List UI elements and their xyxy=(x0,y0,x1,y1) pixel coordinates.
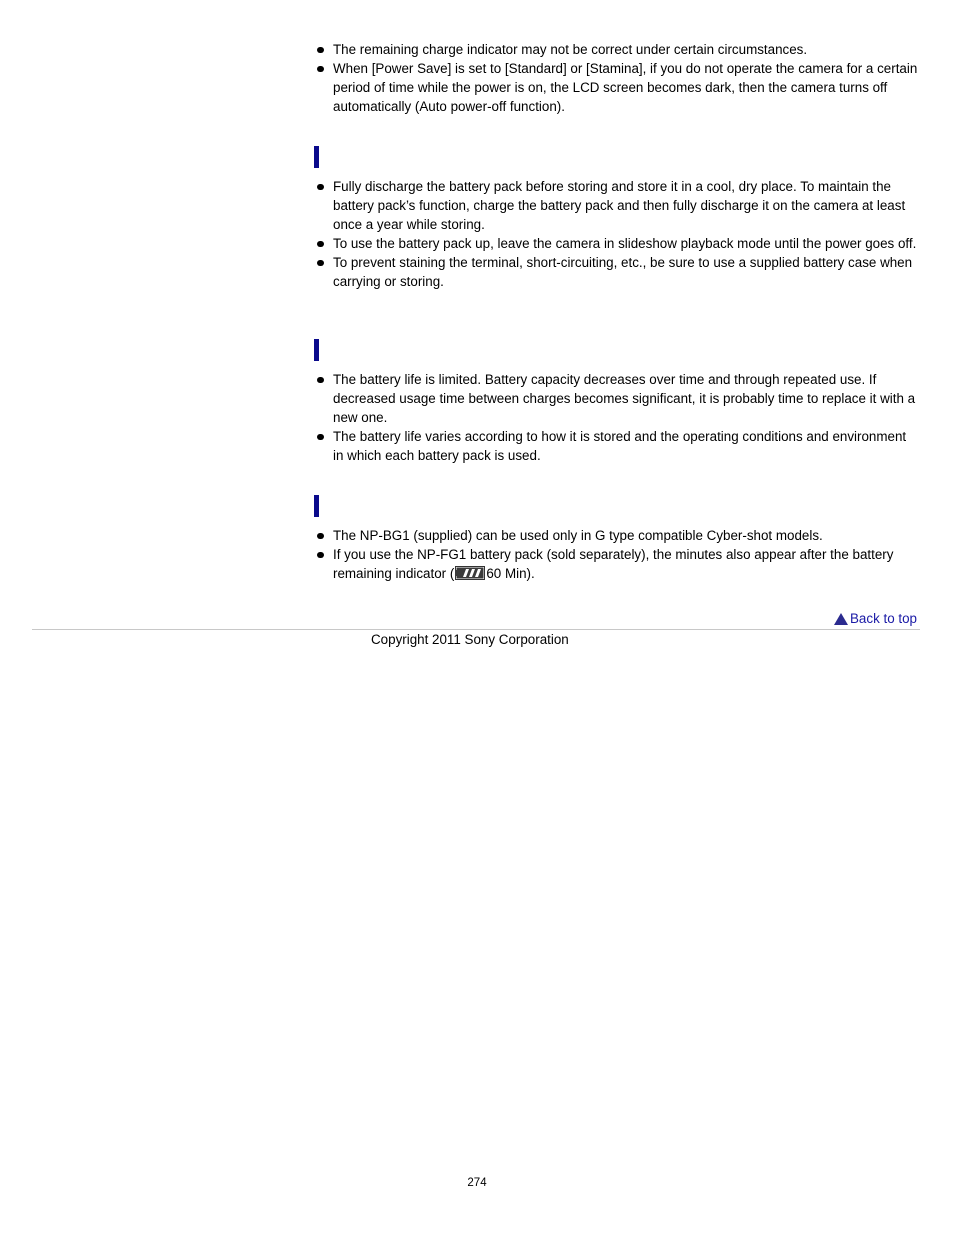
list-item: Fully discharge the battery pack before storing and store it in a cool, dry place. To maintain the battery pack’s function, charge the battery pack and then fully discharge it on the camera at least once a year while storing. xyxy=(314,177,918,234)
section-heading-marker xyxy=(314,339,319,361)
back-to-top-link[interactable] xyxy=(834,611,917,627)
list-item: The NP-BG1 (supplied) can be used only in G type compatible Cyber-shot models. xyxy=(314,526,918,545)
page-number: 274 xyxy=(467,1177,487,1189)
section-heading-marker xyxy=(314,495,319,517)
list-item: The battery life varies according to how it is stored and the operating conditions and environment in which each battery pack is used. xyxy=(314,427,918,465)
compatibility-notes-list xyxy=(314,526,918,583)
list-item: The battery life is limited. Battery capacity decreases over time and through repeated use. If decreased usage time between charges becomes significant, it is probably time to replace it with a new one. xyxy=(314,370,918,427)
list-item: The remaining charge indicator may not be correct under certain circumstances. xyxy=(314,40,918,59)
up-arrow-icon xyxy=(834,613,848,625)
list-item-text: 60 Min). xyxy=(486,566,535,581)
battery-life-notes-list xyxy=(314,370,918,465)
list-item: To use the battery pack up, leave the camera in slideshow playback mode until the power goes off. xyxy=(314,234,918,253)
section-heading-marker xyxy=(314,146,319,168)
copyright-text: Copyright 2011 Sony Corporation xyxy=(371,632,569,647)
list-item: When [Power Save] is set to [Standard] or [Stamina], if you do not operate the camera for a certain period of time while the power is on, the LCD screen becomes dark, then the camera turns off automatically (Auto power-off function). xyxy=(314,59,918,116)
back-to-top-label: Back to top xyxy=(850,611,917,626)
intro-notes-list xyxy=(314,40,918,116)
list-item-text: If you use the NP-FG1 battery pack (sold separately), the minutes also appear after the battery remaining indicator ( xyxy=(333,547,894,581)
storing-notes-list xyxy=(314,177,918,291)
list-item xyxy=(314,545,918,583)
battery-full-icon xyxy=(455,566,485,580)
list-item: To prevent staining the terminal, short-circuiting, etc., be sure to use a supplied battery case when carrying or storing. xyxy=(314,253,918,291)
footer-divider xyxy=(32,629,920,630)
